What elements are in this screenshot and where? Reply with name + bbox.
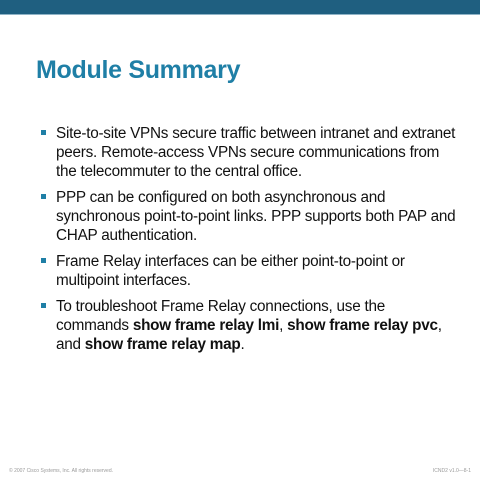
square-bullet-icon <box>41 258 46 263</box>
bullet-text-suffix: . <box>240 336 245 353</box>
command-lmi: show frame relay lmi <box>132 317 280 334</box>
square-bullet-icon <box>41 303 46 308</box>
bullet-item-frame-relay <box>40 252 460 290</box>
command-pvc: show frame relay pvc <box>287 317 438 334</box>
bullet-item-troubleshoot <box>40 297 460 354</box>
bullet-text: PPP can be configured on both asynchronous and synchronous point-to-point links. PPP supports both PAP and CHAP authentication. <box>56 189 456 244</box>
bullet-text-prefix: To troubleshoot Frame Relay connections, use the commands <box>56 298 385 334</box>
command-map: show frame relay map <box>84 336 241 353</box>
bullet-text: Site-to-site VPNs secure traffic between intranet and extranet peers. Remote-access VPNs secure communications from the telecommuter to the central office. <box>56 125 456 180</box>
bullet-text: Frame Relay interfaces can be either point-to-point or multipoint interfaces. <box>56 253 405 289</box>
bullet-text-separator: , and <box>56 317 442 353</box>
bullet-text-separator: , <box>279 317 288 334</box>
bullet-item-vpn <box>40 124 460 181</box>
square-bullet-icon <box>41 194 46 199</box>
summary-bullet-list <box>40 124 460 361</box>
header-bar <box>0 0 480 14</box>
footer-copyright: © 2007 Cisco Systems, Inc. All rights reserved. <box>9 468 114 474</box>
square-bullet-icon <box>41 130 46 135</box>
footer-course-id: ICND2 v1.0—8-1 <box>432 468 471 474</box>
header-divider <box>0 14 480 15</box>
bullet-item-ppp <box>40 188 460 245</box>
slide-title: Module Summary <box>36 56 241 84</box>
